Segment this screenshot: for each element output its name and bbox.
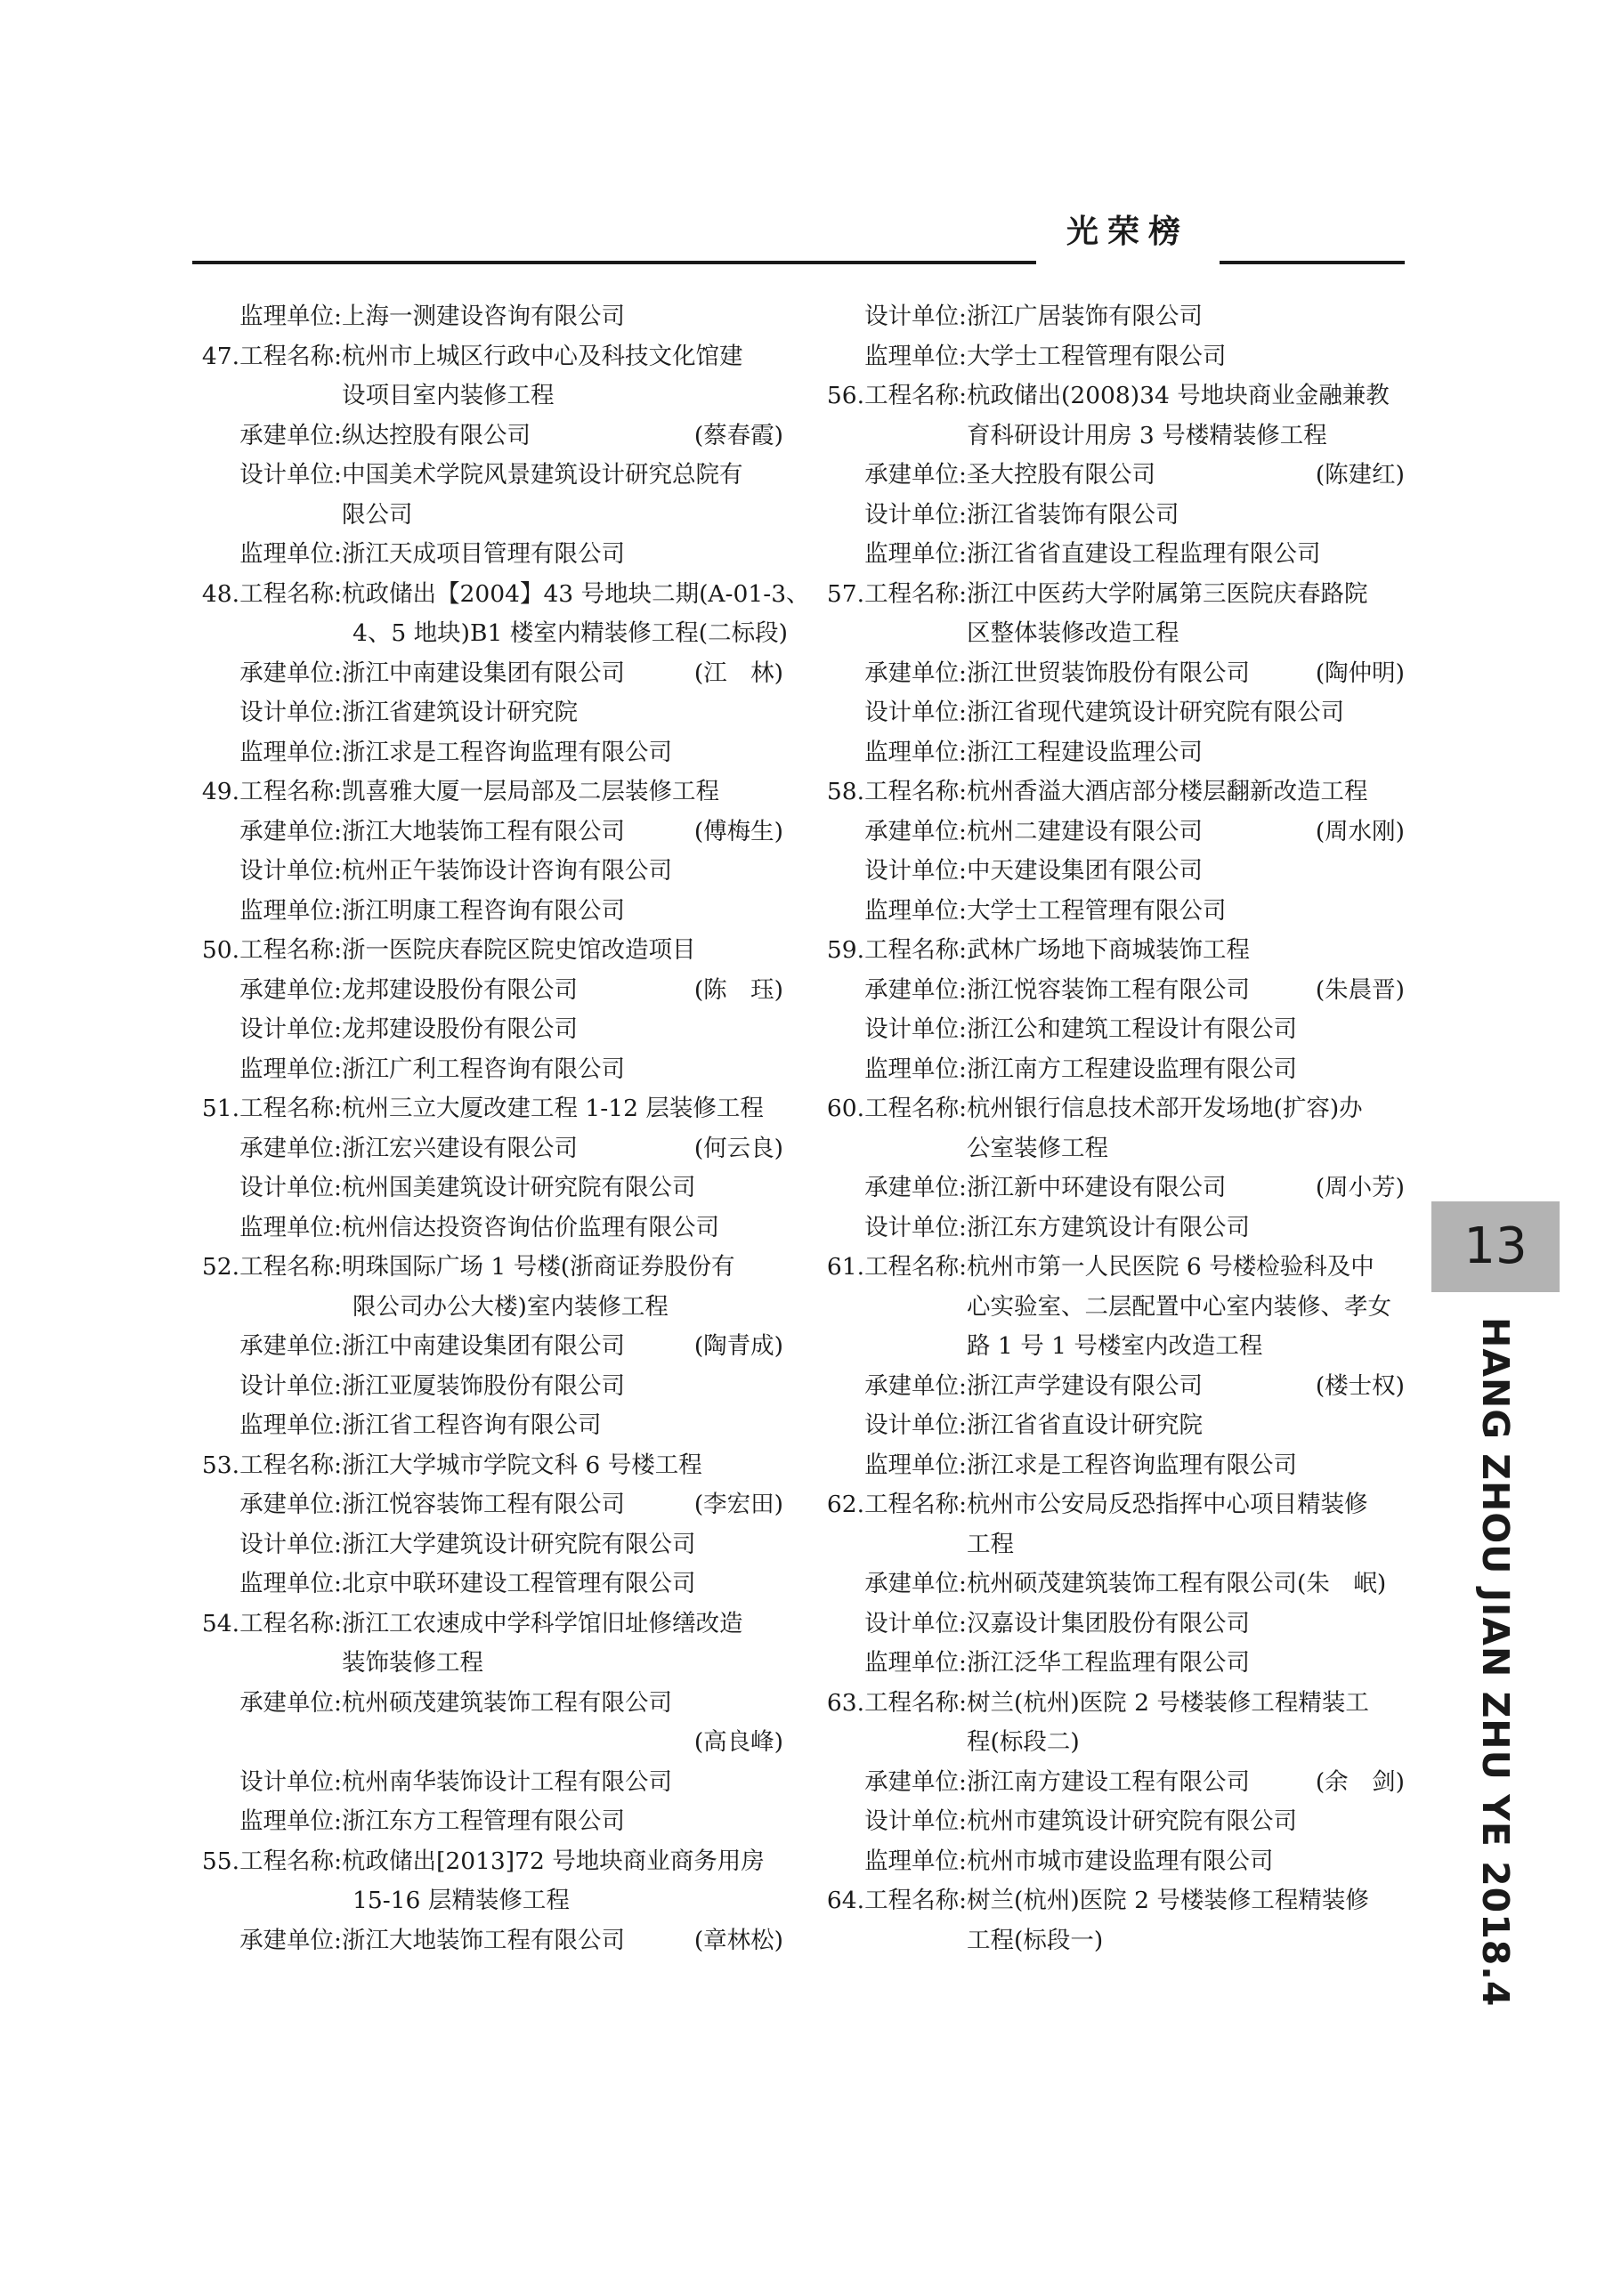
unit-entry-line	[817, 1406, 1405, 1446]
entry-label: 47.工程名称:	[201, 342, 342, 370]
entry-text: 浙江大地装饰工程有限公司	[342, 817, 625, 845]
entry-label: 56.工程名称:	[826, 382, 967, 409]
entry-text: 龙邦建设股份有限公司	[342, 1015, 578, 1043]
entry-label: 设计单位:	[864, 1411, 967, 1439]
unit-entry-line	[817, 1367, 1405, 1407]
entry-label: 设计单位:	[239, 1767, 342, 1796]
entry-text: 浙江工程建设监理公司	[967, 738, 1203, 766]
project-entry-line	[817, 575, 1405, 615]
entry-text: 杭州三立大厦改建工程 1-12 层装修工程	[342, 1095, 764, 1122]
entry-text: 杭政储出【2004】43 号地块二期(A-01-3、	[342, 579, 810, 608]
entry-label: 承建单位:	[864, 975, 967, 1004]
unit-entry-line	[817, 1168, 1405, 1209]
entry-text: 15-16 层精装修工程	[353, 1887, 570, 1914]
unit-entry-line	[192, 535, 783, 575]
project-entry-line	[817, 1089, 1405, 1129]
entry-text: 圣大控股有限公司	[967, 461, 1155, 489]
entry-text: 浙江泛华工程监理有限公司	[967, 1649, 1250, 1677]
entry-text: 公室装修工程	[967, 1134, 1108, 1162]
entry-label: 监理单位:	[864, 342, 967, 370]
entry-label: 设计单位:	[239, 1530, 342, 1558]
project-entry-line	[192, 575, 810, 615]
entry-text: 北京中联环建设工程管理有限公司	[342, 1570, 696, 1597]
unit-entry-line	[192, 693, 783, 733]
unit-entry-line	[817, 1209, 1405, 1249]
entry-text: 工程	[967, 1530, 1014, 1558]
project-entry-line	[192, 1089, 783, 1129]
entry-text: 杭州二建建设有限公司	[967, 817, 1203, 845]
entry-text: 浙江省建筑设计研究院	[342, 699, 578, 726]
unit-entry-line	[192, 971, 783, 1011]
entry-label: 监理单位:	[864, 1055, 967, 1083]
entry-continuation-line	[817, 416, 1405, 457]
entry-text: 浙江省现代建筑设计研究院有限公司	[967, 699, 1344, 726]
entry-label: 58.工程名称:	[826, 778, 967, 805]
entry-label: 承建单位:	[239, 1926, 342, 1954]
entry-label: 设计单位:	[864, 500, 967, 529]
unit-entry-line	[817, 535, 1405, 575]
entry-text: 浙江求是工程咨询监理有限公司	[342, 738, 672, 766]
unit-entry-line	[817, 297, 1405, 337]
person-name: (何云良)	[693, 1134, 783, 1162]
entry-text: 浙江南方建设工程有限公司	[967, 1767, 1250, 1796]
project-entry-line	[192, 1248, 783, 1288]
entry-continuation-line	[192, 376, 783, 416]
entry-text: 浙江工农速成中学科学馆旧址修缮改造	[342, 1609, 743, 1637]
entry-continuation-line	[817, 1129, 1405, 1169]
unit-entry-line	[192, 733, 783, 773]
entry-text: 设项目室内装修工程	[342, 382, 555, 409]
entry-text: 浙江求是工程咨询监理有限公司	[967, 1451, 1297, 1479]
entry-label: 49.工程名称:	[201, 778, 342, 805]
unit-entry-line	[817, 1644, 1405, 1684]
entry-label: 监理单位:	[239, 1411, 342, 1439]
person-name: (楼士权)	[1315, 1371, 1405, 1400]
unit-entry-line	[817, 971, 1405, 1011]
unit-entry-line	[817, 1446, 1405, 1486]
entry-text: 路 1 号 1 号楼室内改造工程	[967, 1332, 1263, 1360]
unit-entry-line	[192, 1327, 783, 1367]
entry-text: 浙江大学建筑设计研究院有限公司	[342, 1530, 696, 1558]
entry-label: 设计单位:	[864, 699, 967, 726]
person-name: (朱晨晋)	[1315, 975, 1405, 1004]
unit-entry-line	[192, 1485, 783, 1525]
page-number: 13	[1431, 1201, 1560, 1292]
entry-text: 杭州香溢大酒店部分楼层翻新改造工程	[967, 778, 1368, 805]
entry-text: 浙江声学建设有限公司	[967, 1371, 1203, 1400]
entry-label: 设计单位:	[864, 303, 967, 330]
entry-label: 设计单位:	[239, 1015, 342, 1043]
entry-label: 承建单位:	[239, 421, 342, 449]
entry-label: 承建单位:	[239, 1688, 342, 1717]
person-name: (傅梅生)	[693, 817, 783, 845]
entry-label: 承建单位:	[864, 1570, 967, 1597]
entry-text: 汉嘉设计集团股份有限公司	[967, 1609, 1250, 1637]
unit-entry-line	[817, 1010, 1405, 1050]
header-rule-left	[192, 261, 1036, 264]
entry-continuation-line	[817, 1723, 1405, 1763]
unit-entry-line	[192, 654, 783, 694]
project-entry-line	[192, 337, 783, 377]
entry-label: 承建单位:	[864, 659, 967, 687]
entry-text: 装饰装修工程	[342, 1649, 483, 1677]
unit-entry-line	[817, 1842, 1405, 1882]
unit-entry-line	[817, 654, 1405, 694]
entry-continuation-line	[192, 1881, 783, 1921]
entry-label: 61.工程名称:	[826, 1253, 967, 1281]
entry-text: 浙江省工程咨询有限公司	[342, 1411, 602, 1439]
entry-label: 设计单位:	[864, 1609, 967, 1637]
entry-label: 监理单位:	[239, 738, 342, 766]
unit-entry-line	[192, 1763, 783, 1803]
entry-text: 浙江大地装饰工程有限公司	[342, 1926, 625, 1954]
entry-label: 监理单位:	[864, 896, 967, 925]
entry-text: 浙江新中环建设有限公司	[967, 1174, 1227, 1201]
project-entry-line	[817, 1881, 1405, 1921]
entry-label: 承建单位:	[864, 817, 967, 845]
entry-label: 监理单位:	[864, 738, 967, 766]
header-rule-right	[1220, 261, 1405, 264]
entry-label: 承建单位:	[239, 975, 342, 1004]
entry-label: 监理单位:	[239, 896, 342, 925]
entry-text: 纵达控股有限公司	[342, 421, 531, 449]
unit-entry-line	[192, 852, 783, 892]
unit-entry-line	[817, 1050, 1405, 1090]
entry-text: 杭州银行信息技术部开发场地(扩容)办	[967, 1095, 1363, 1122]
unit-entry-line	[192, 1802, 783, 1842]
entry-text: 浙江天成项目管理有限公司	[342, 540, 625, 568]
unit-entry-line	[192, 1010, 783, 1050]
entry-label: 50.工程名称:	[201, 936, 342, 964]
entry-text: 育科研设计用房 3 号楼精装修工程	[967, 421, 1327, 449]
unit-entry-line	[817, 1564, 1405, 1605]
entry-continuation-line	[817, 1327, 1405, 1367]
entry-text: 浙江明康工程咨询有限公司	[342, 896, 625, 925]
entry-text: 浙江中医药大学附属第三医院庆春路院	[967, 579, 1368, 608]
entry-label: 承建单位:	[239, 817, 342, 845]
entry-text: 杭政储出(2008)34 号地块商业金融兼教	[967, 382, 1390, 409]
person-name: (蔡春霞)	[693, 421, 783, 449]
entry-label: 监理单位:	[864, 1451, 967, 1479]
entry-text: 浙江省装饰有限公司	[967, 500, 1179, 529]
entry-text: 杭州硕茂建筑装饰工程有限公司(朱 岷)	[967, 1570, 1387, 1597]
entry-label: 60.工程名称:	[826, 1095, 967, 1122]
entry-text: 武林广场地下商城装饰工程	[967, 936, 1250, 964]
entry-label: 52.工程名称:	[201, 1253, 342, 1281]
entry-text: 树兰(杭州)医院 2 号楼装修工程精装工	[967, 1688, 1369, 1717]
entry-label: 承建单位:	[864, 1767, 967, 1796]
entry-continuation-line	[192, 614, 788, 654]
entry-label: 设计单位:	[239, 1371, 342, 1400]
entry-text: 浙江省省直建设工程监理有限公司	[967, 540, 1321, 568]
entry-label: 承建单位:	[864, 1174, 967, 1201]
unit-entry-line	[817, 852, 1405, 892]
entry-continuation-line	[817, 614, 1405, 654]
project-entry-line	[192, 1842, 783, 1882]
project-entry-line	[817, 1684, 1405, 1724]
entry-label: 59.工程名称:	[826, 936, 967, 964]
entry-label: 监理单位:	[239, 1213, 342, 1241]
entry-label: 设计单位:	[864, 1015, 967, 1043]
entry-text: 杭州市公安局反恐指挥中心项目精装修	[967, 1491, 1368, 1518]
unit-entry-line	[192, 1684, 783, 1724]
entry-text: 中国美术学院风景建筑设计研究总院有	[342, 461, 743, 489]
unit-entry-line	[192, 1921, 783, 1961]
entry-text: 杭州正午装饰设计咨询有限公司	[342, 857, 672, 885]
entry-label: 62.工程名称:	[826, 1491, 967, 1518]
entry-text: 浙江宏兴建设有限公司	[342, 1134, 578, 1162]
entry-text: 杭州信达投资咨询估价监理有限公司	[342, 1213, 719, 1241]
unit-entry-line	[817, 1605, 1405, 1645]
entry-name-line	[192, 1723, 783, 1763]
unit-entry-line	[817, 1763, 1405, 1803]
entry-label: 承建单位:	[239, 659, 342, 687]
entry-text: 心实验室、二层配置中心室内装修、孝女	[967, 1292, 1391, 1321]
entry-text: 凯喜雅大厦一层局部及二层装修工程	[342, 778, 719, 805]
entry-text: 浙江广居装饰有限公司	[967, 303, 1203, 330]
person-name: (高良峰)	[693, 1728, 783, 1756]
entry-text: 限公司办公大楼)室内装修工程	[353, 1292, 669, 1321]
unit-entry-line	[192, 892, 783, 932]
unit-entry-line	[817, 496, 1405, 536]
entry-text: 浙江中南建设集团有限公司	[342, 1332, 625, 1360]
unit-entry-line	[192, 297, 783, 337]
entry-text: 杭州市上城区行政中心及科技文化馆建	[342, 342, 743, 370]
entry-label: 承建单位:	[864, 461, 967, 489]
entry-label: 监理单位:	[239, 1055, 342, 1083]
person-name: (陶仲明)	[1315, 659, 1405, 687]
entry-text: 程(标段二)	[967, 1728, 1080, 1756]
project-entry-line	[192, 1446, 783, 1486]
entry-text: 浙江悦容装饰工程有限公司	[342, 1491, 625, 1518]
entry-text: 浙一医院庆春院区院史馆改造项目	[342, 936, 696, 964]
person-name: (周水刚)	[1315, 817, 1405, 845]
entry-text: 树兰(杭州)医院 2 号楼装修工程精装修	[967, 1887, 1369, 1914]
person-name: (周小芳)	[1315, 1174, 1405, 1201]
unit-entry-line	[817, 1802, 1405, 1842]
project-entry-line	[192, 772, 783, 812]
entry-continuation-line	[192, 1644, 783, 1684]
entry-label: 53.工程名称:	[201, 1451, 342, 1479]
project-entry-line	[817, 931, 1405, 971]
entry-label: 监理单位:	[239, 1570, 342, 1597]
entry-text: 4、5 地块)B1 楼室内精装修工程(二标段)	[353, 619, 788, 647]
entry-text: 杭州硕茂建筑装饰工程有限公司	[342, 1688, 672, 1717]
entry-text: 上海一测建设咨询有限公司	[342, 303, 625, 330]
entry-continuation-line	[192, 496, 783, 536]
entry-label: 设计单位:	[239, 699, 342, 726]
entry-continuation-line	[817, 1921, 1405, 1961]
entry-text: 龙邦建设股份有限公司	[342, 975, 578, 1004]
entry-text: 浙江亚厦装饰股份有限公司	[342, 1371, 625, 1400]
person-name: (余 剑)	[1315, 1767, 1405, 1796]
project-entry-line	[192, 1605, 783, 1645]
person-name: (陶青成)	[693, 1332, 783, 1360]
unit-entry-line	[192, 1367, 783, 1407]
entry-text: 杭州市第一人民医院 6 号楼检验科及中	[967, 1253, 1374, 1281]
unit-entry-line	[192, 456, 783, 496]
unit-entry-line	[192, 1129, 783, 1169]
entry-text: 杭州市城市建设监理有限公司	[967, 1847, 1274, 1875]
entry-continuation-line	[817, 1288, 1405, 1328]
unit-entry-line	[192, 1525, 783, 1565]
entry-label: 设计单位:	[864, 1213, 967, 1241]
entry-text: 明珠国际广场 1 号楼(浙商证券股份有	[342, 1253, 735, 1281]
left-column	[192, 297, 810, 1960]
entry-label: 设计单位:	[239, 461, 342, 489]
entry-text: 杭州市建筑设计研究院有限公司	[967, 1807, 1297, 1835]
unit-entry-line	[192, 1406, 783, 1446]
entry-text: 区整体装修改造工程	[967, 619, 1179, 647]
person-name: (江 林)	[693, 659, 783, 687]
entry-label: 54.工程名称:	[201, 1609, 342, 1637]
entry-text: 浙江公和建筑工程设计有限公司	[967, 1015, 1297, 1043]
entry-text: 浙江大学城市学院文科 6 号楼工程	[342, 1451, 702, 1479]
entry-label: 承建单位:	[239, 1332, 342, 1360]
project-entry-line	[817, 1248, 1405, 1288]
unit-entry-line	[817, 693, 1405, 733]
unit-entry-line	[192, 1050, 783, 1090]
entry-label: 监理单位:	[864, 1649, 967, 1677]
unit-entry-line	[817, 812, 1405, 853]
person-name: (陈 珏)	[693, 975, 783, 1004]
unit-entry-line	[192, 812, 783, 853]
person-name: (陈建红)	[1315, 461, 1405, 489]
entry-text: 浙江省省直设计研究院	[967, 1411, 1203, 1439]
entry-text: 大学士工程管理有限公司	[967, 896, 1227, 925]
journal-name-vertical	[1451, 1317, 1540, 2296]
unit-entry-line	[817, 733, 1405, 773]
entry-label: 63.工程名称:	[826, 1688, 967, 1717]
unit-entry-line	[192, 1209, 783, 1249]
entry-text: 杭州国美建筑设计研究院有限公司	[342, 1174, 696, 1201]
unit-entry-line	[192, 416, 783, 457]
entry-label: 监理单位:	[239, 540, 342, 568]
entry-text: 浙江东方建筑设计有限公司	[967, 1213, 1250, 1241]
entry-label: 55.工程名称:	[201, 1847, 342, 1875]
entry-label: 承建单位:	[239, 1491, 342, 1518]
journal-name: HANG ZHOU JIAN ZHU YE 2018.4	[1474, 1317, 1517, 2008]
unit-entry-line	[817, 337, 1405, 377]
entry-text: 限公司	[342, 500, 413, 529]
right-column	[817, 297, 1405, 1960]
entry-label: 监理单位:	[864, 1847, 967, 1875]
entry-label: 设计单位:	[239, 1174, 342, 1201]
entry-text: 杭政储出[2013]72 号地块商业商务用房	[342, 1847, 765, 1875]
entry-text: 浙江广利工程咨询有限公司	[342, 1055, 625, 1083]
person-name: (章林松)	[693, 1926, 783, 1954]
entry-label: 48.工程名称:	[201, 579, 342, 608]
project-entry-line	[192, 931, 783, 971]
project-entry-line	[817, 1485, 1405, 1525]
entry-label: 64.工程名称:	[826, 1887, 967, 1914]
entry-text: 浙江世贸装饰股份有限公司	[967, 659, 1250, 687]
entry-label: 监理单位:	[864, 540, 967, 568]
entry-label: 监理单位:	[239, 303, 342, 330]
entry-text: 浙江东方工程管理有限公司	[342, 1807, 625, 1835]
section-title: 光荣榜	[1066, 214, 1189, 250]
unit-entry-line	[817, 456, 1405, 496]
entry-text: 浙江南方工程建设监理有限公司	[967, 1055, 1297, 1083]
entry-text: 杭州南华装饰设计工程有限公司	[342, 1767, 672, 1796]
entry-label: 57.工程名称:	[826, 579, 967, 608]
unit-entry-line	[817, 892, 1405, 932]
entry-label: 51.工程名称:	[201, 1095, 342, 1122]
entry-text: 浙江中南建设集团有限公司	[342, 659, 625, 687]
unit-entry-line	[192, 1564, 783, 1605]
entry-label: 承建单位:	[864, 1371, 967, 1400]
project-entry-line	[817, 772, 1405, 812]
entry-text: 工程(标段一)	[967, 1926, 1104, 1954]
entry-label: 监理单位:	[239, 1807, 342, 1835]
entry-continuation-line	[817, 1525, 1405, 1565]
entry-label: 承建单位:	[239, 1134, 342, 1162]
entry-label: 设计单位:	[239, 857, 342, 885]
person-name: (李宏田)	[693, 1491, 783, 1518]
entry-label: 设计单位:	[864, 1807, 967, 1835]
entry-text: 中天建设集团有限公司	[967, 857, 1203, 885]
entry-continuation-line	[192, 1288, 783, 1328]
project-entry-line	[817, 376, 1405, 416]
entry-text: 浙江悦容装饰工程有限公司	[967, 975, 1250, 1004]
unit-entry-line	[192, 1168, 783, 1209]
entry-label: 设计单位:	[864, 857, 967, 885]
entry-text: 大学士工程管理有限公司	[967, 342, 1227, 370]
